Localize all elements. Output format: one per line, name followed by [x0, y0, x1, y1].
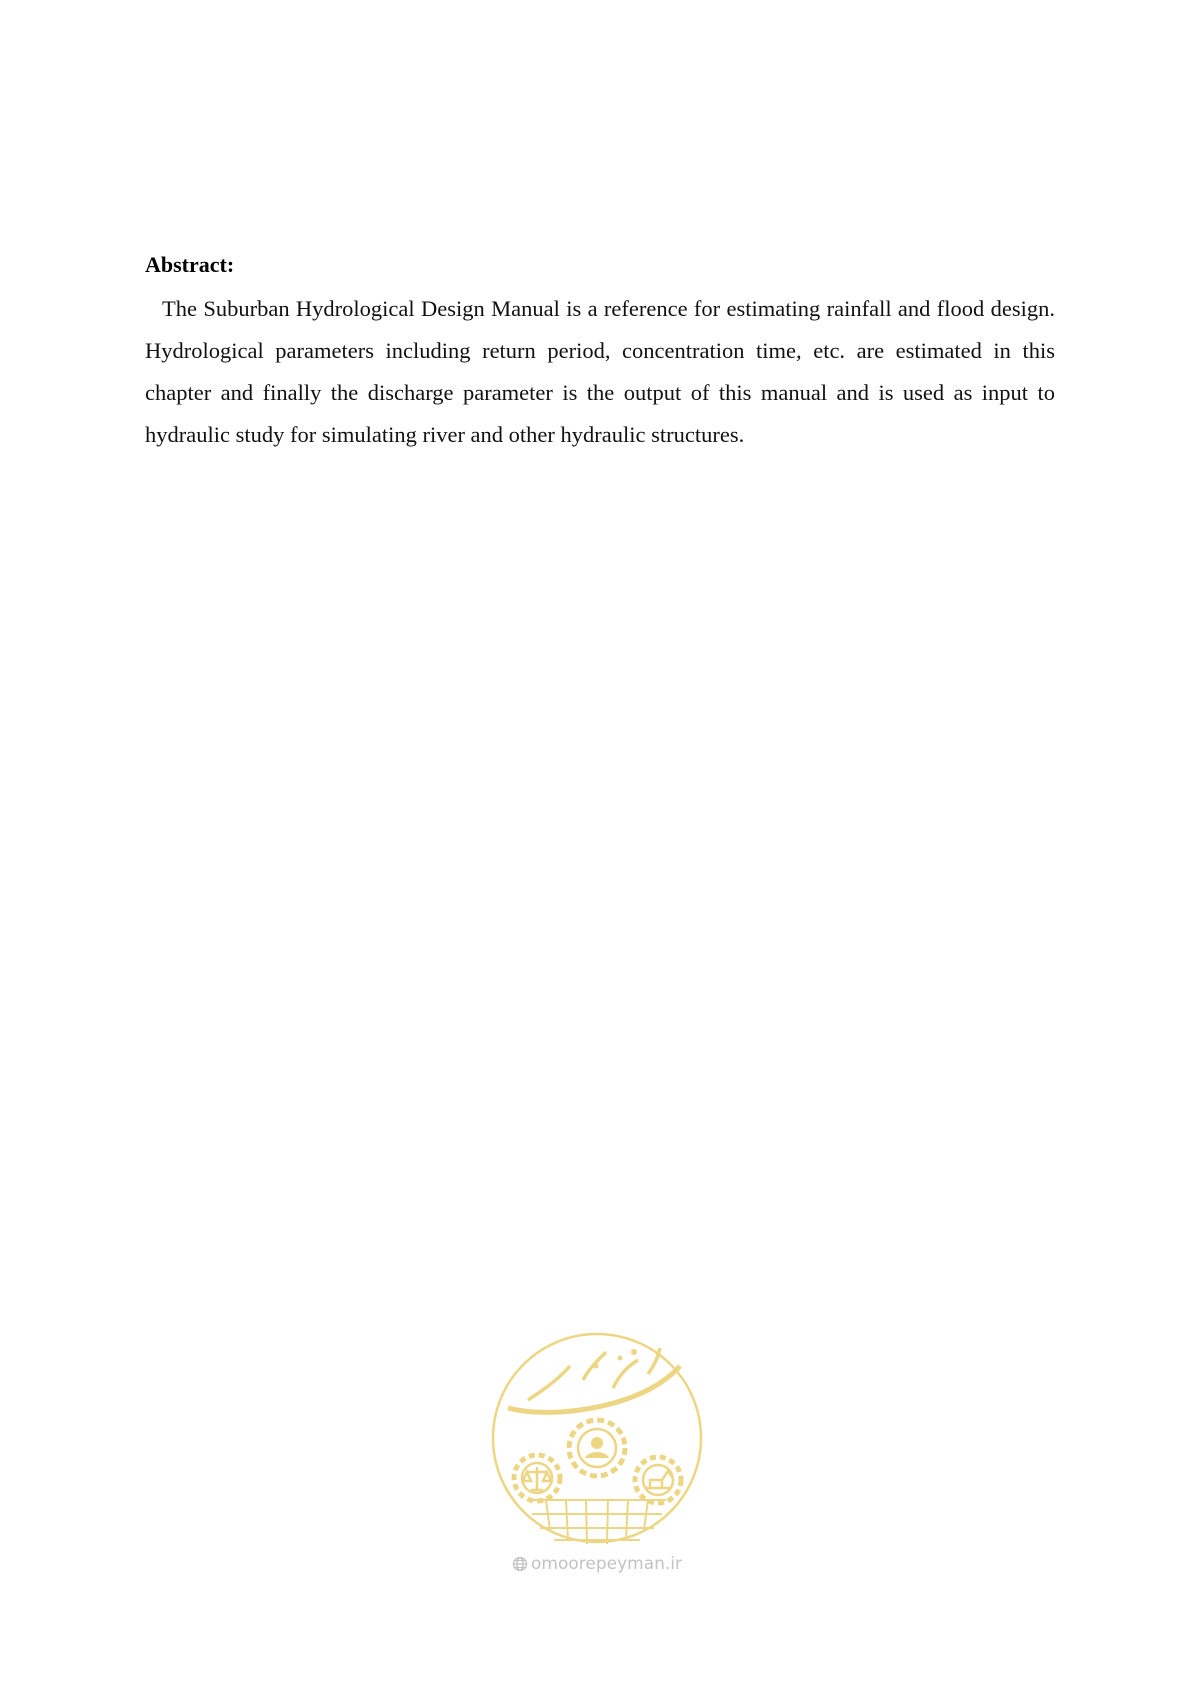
center-gear-icon [569, 1420, 625, 1476]
abstract-body: The Suburban Hydrological Design Manual is a reference for estimating rainfall and flood design. Hydrological parameters including return period, concentration time, etc. are estimated in this chapter and finally the discharge parameter is the output of this manual and is used as input to hydraulic study for simulating river and other hydraulic structures. [145, 296, 1055, 447]
scale-gear-icon [514, 1455, 560, 1501]
globe-icon [512, 1556, 528, 1572]
abstract-heading: Abstract: [145, 252, 235, 277]
building-grid-icon [528, 1500, 666, 1544]
watermark-logo [488, 1330, 706, 1580]
seal-graphic [488, 1330, 706, 1550]
excavator-gear-icon [635, 1457, 681, 1503]
script-swoosh [508, 1366, 680, 1412]
watermark-url-text: omoorepeyman.ir [530, 1554, 683, 1574]
watermark-url [488, 1554, 706, 1574]
